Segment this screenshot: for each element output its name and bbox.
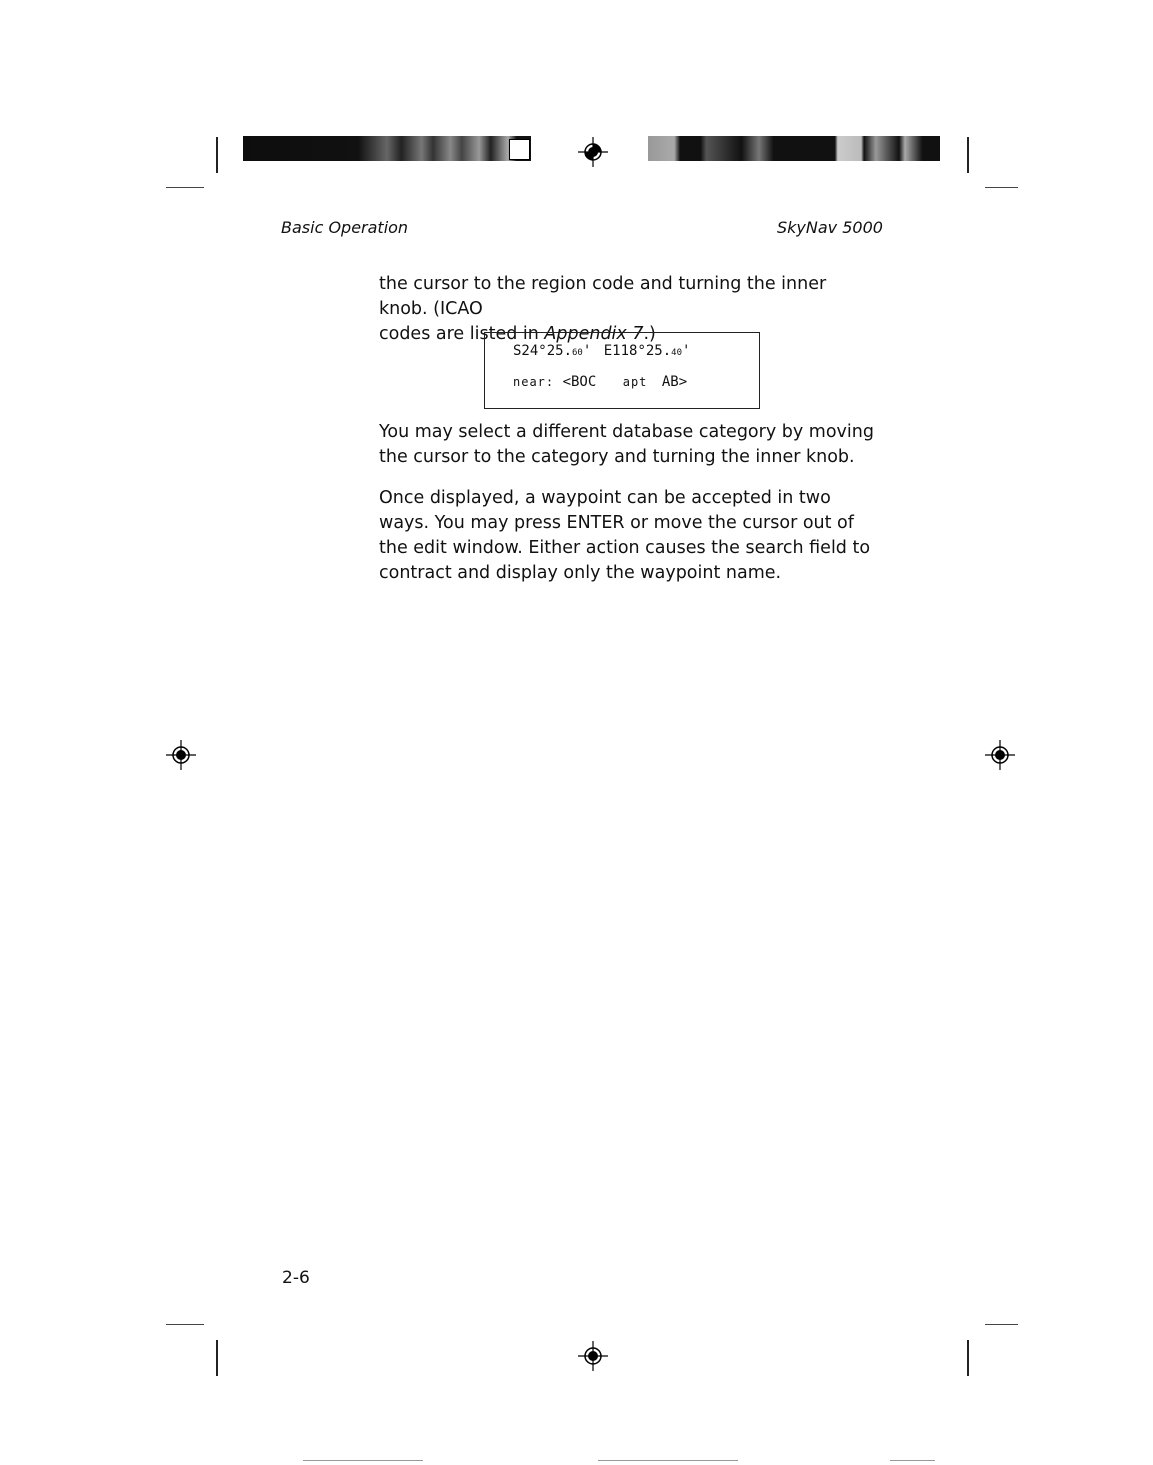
calibration-bar-right — [648, 136, 940, 161]
lcd-display-illustration — [484, 332, 760, 409]
crop-mark-top-right-h — [985, 187, 1018, 188]
appendix-reference: Appendix 7 — [544, 324, 644, 344]
running-header-right: SkyNav 5000 — [777, 218, 883, 237]
lcd-region: AB> — [661, 374, 688, 390]
paragraph-region-code-line1: the cursor to the region code and turning the inner knob. (ICAO — [379, 274, 827, 319]
calibration-bar-left-white-box — [509, 139, 530, 160]
lcd-coordinates-line — [513, 343, 690, 359]
registration-mark-bottom-icon — [578, 1341, 608, 1371]
scan-edge-line — [303, 1460, 423, 1461]
scan-edge-line — [890, 1460, 935, 1461]
calibration-bar-left — [243, 136, 531, 161]
paragraph-waypoint-accept: Once displayed, a waypoint can be accepted in two ways. You may press ENTER or move the cursor out of the edit window. Either action causes the search field to contract and display only the waypoint name. — [379, 488, 871, 583]
running-header-left: Basic Operation — [281, 218, 409, 237]
lcd-near-value: <BOC — [562, 374, 597, 390]
crop-mark-top-left-h — [166, 187, 204, 188]
scan-edge-line — [598, 1460, 738, 1461]
lcd-search-line — [513, 374, 687, 390]
lcd-near-label: near: — [513, 375, 555, 389]
crop-mark-top-left — [216, 137, 218, 173]
lcd-longitude: E118°25.40' — [603, 343, 691, 359]
registration-mark-right-icon — [985, 740, 1015, 770]
crop-mark-bottom-right-h — [985, 1324, 1018, 1325]
registration-mark-left-icon — [166, 740, 196, 770]
crop-mark-bottom-left — [216, 1340, 218, 1376]
crop-mark-top-right — [967, 137, 969, 173]
paragraph-region-code-end: .) — [643, 324, 656, 344]
crop-mark-bottom-left-h — [166, 1324, 204, 1325]
registration-mark-top-icon — [578, 137, 608, 167]
paragraph-database-category: You may select a different database category by moving the cursor to the category and turning the inner knob. — [379, 422, 874, 467]
lcd-category: apt — [622, 375, 648, 389]
page-number: 2-6 — [282, 1268, 310, 1288]
lcd-latitude: S24°25.60' — [513, 343, 592, 359]
paragraph-region-code-line2: codes are listed in — [379, 324, 545, 344]
crop-mark-bottom-right — [967, 1340, 969, 1376]
